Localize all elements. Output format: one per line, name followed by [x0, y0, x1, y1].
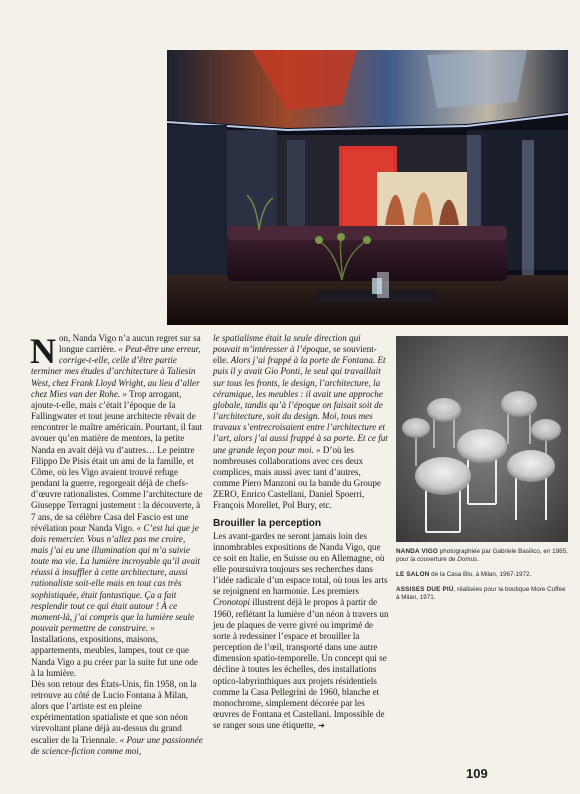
- text-run: on, Nanda Vigo n’a aucun regret sur sa longue carrière.: [59, 333, 201, 355]
- quote-run: « Peut-être une erreur, corrige-t-elle, celle d’être partie terminer mes études d’architecture à Taliesin West, chez Frank Lloyd Wright, au lieu d’aller chez Mies van der Rohe. »: [31, 344, 201, 399]
- salon-photo: [167, 50, 568, 325]
- caption-title: LE SALON: [396, 571, 430, 579]
- paragraph-spatialisme: [213, 333, 389, 512]
- quote-run: Alors j’ai frappé à la porte de Fontana. Et puis il y avait Gio Ponti, le seul qui travaillait sur tous les fronts, le design, l’architecture, la céramique, les meubles : il avait une approche globale, tandis qu’à l’époque on faisait soit de l’architecture, soit du design. Moi, tous mes travaux s’entrecroisaient entre l’architecture et l’art, alors j’ai aussi frappé à sa porte. Et ce fut une grande leçon pour moi. »: [213, 355, 388, 455]
- assises-photo-illustration: [396, 336, 568, 542]
- caption-title: ASSISES DUE PIÙ: [396, 586, 454, 594]
- salon-photo-illustration: [167, 50, 568, 325]
- quote-run: « Pour une passionnée de science-fiction comme moi,: [31, 734, 203, 756]
- caption-portrait: [396, 548, 568, 564]
- quote-run: « C’est lui que je dois remercier. Vous n’allez pas me croire, mais j’ai eu une illumination qui m’a suivie toute ma vie. La lumière incroyable qu’il avait réussi à insuffler à cette architecture, aussi rationaliste soit-elle mais en tout cas très sophistiquée, était fantastique. Ça a fait resplendir tout ce qui était autour ! À ce moment-là, j’ai compris que la lumière seule pouvait permettre de construire. »: [31, 522, 201, 634]
- caption-salon: [396, 571, 568, 579]
- text-run: Installations, expositions, maisons, appartements, meubles, lampes, tout ce que Nanda Vigo a pu créer par la suite fut une ode à la lumière.: [31, 634, 198, 678]
- text-run: se souvient-elle.: [213, 344, 377, 366]
- page-number: 109: [466, 766, 488, 781]
- caption-italic: Domus: [457, 556, 478, 564]
- paragraph-intro: [31, 333, 203, 679]
- caption-assises: [396, 586, 568, 602]
- paragraph-fontana: [31, 679, 203, 757]
- paragraph-perception: [213, 531, 389, 732]
- continue-arrow-icon: ➔: [318, 721, 325, 731]
- caption-end: .: [477, 556, 479, 564]
- text-column-1: [31, 333, 203, 757]
- caption-title: NANDA VIGO: [396, 548, 438, 555]
- caption-text: , réalisées pour la boutique More Coffee à Milan, 1971.: [396, 586, 566, 602]
- section-subhead: Brouiller la perception: [213, 517, 322, 529]
- caption-text: photographiée par Gabriele Basilico, en 1985, pour la couverture de: [396, 548, 568, 564]
- text-run: Les avant-gardes ne seront jamais loin des innombrables expositions de Nanda Vigo, que ce soit en Italie, en Suisse ou en Allemagne, où elle poursuivra toujours ses recherches dans l’idée radicale d’un espace total, où tous les arts se rejoignent en harmonie. Les premiers: [213, 530, 388, 597]
- drop-cap: N: [30, 331, 56, 371]
- text-run: illustrent déjà le propos à partir de 1960, reflétant la lumière d’un néon à travers un jeu de plaques de verre givré ou imprimé de sorte à redessiner l’espace et brouiller la perception de l’œil, transporté dans une autre dimension spatio-temporelle. Un concept qui se décline à toutes les échelles, des installations optico-labyrinthiques aux projets résidentiels comme la Casa Pellegrini de 1960, blanche et monochrome, simplement décorée par les œuvres de Fontana et Castellani. Impossible de se ranger sous une étiquette,: [213, 597, 389, 731]
- assises-photo: [396, 336, 568, 542]
- text-run: D’où les nombreuses collaborations avec ces deux complices, mais aussi avec tant d’autres, comme Piero Manzoni ou la bande du Groupe ZERO, Enrico Castellani, Daniel Spoerri, François Morellet, Pol Bury, etc.: [213, 444, 381, 511]
- caption-text: de la Casa Blu, à Milan, 1967-1972.: [429, 571, 532, 579]
- text-run: Trop arrogant, ajoute-t-elle, mais c’était l’époque de la Fallingwater et tout jeune architecte rêvait de rencontrer le maître américain. Pourtant, il faut avouer qu’en matière de mentors, la petite Nanda en avait déjà vu d’autres… Le peintre Filippo De Pisis était un ami de la famille, et Côme, où les Vigo avaient trouvé refuge pendant la guerre, regorgeait déjà de chefs-d’œuvre rationalistes. Comme l’architecture de Giuseppe Terragni justement : la découverte, à 7 ans, de sa célèbre Casa del Fascio est une révélation pour Nanda Vigo.: [31, 388, 203, 533]
- text-run: Dès son retour des États-Unis, fin 1958, on la retrouve au côté de Lucio Fontana à Milan, alors que l’artiste est en pleine expérimentation spatialiste et que son néon virevoltant plane déjà au-dessus du grand escalier de la Triennale.: [31, 678, 197, 745]
- text-run-italic: Cronotopi: [213, 597, 251, 608]
- text-column-2: [213, 333, 389, 731]
- photo-captions: [396, 548, 568, 609]
- quote-run: le spatialisme était la seule direction qui pouvait m’intéresser à l’époque,: [213, 333, 361, 355]
